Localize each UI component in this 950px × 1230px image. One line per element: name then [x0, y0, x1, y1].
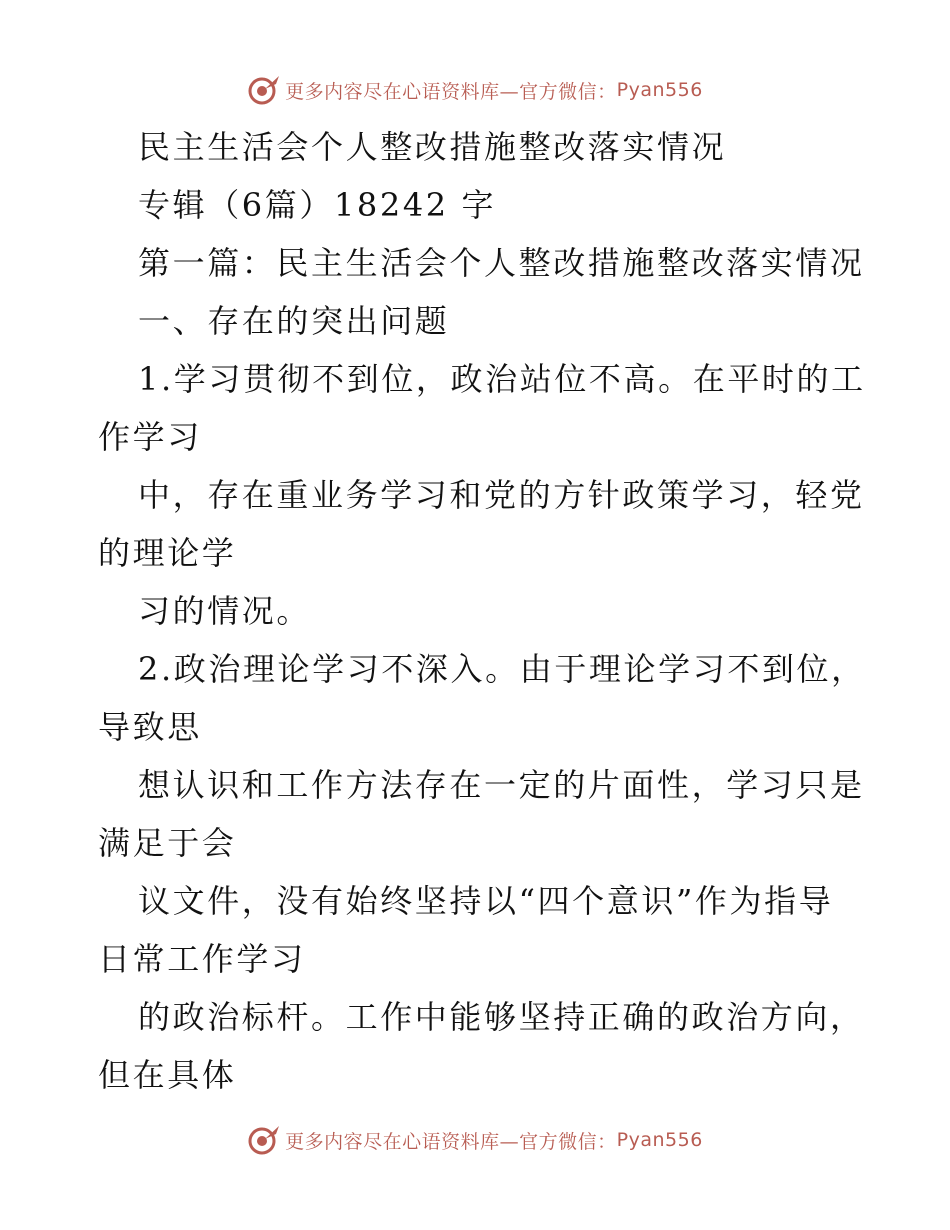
footer-watermark — [0, 1120, 950, 1160]
document-subtitle: 专辑（6篇）18242 字 — [138, 186, 497, 224]
watermark-wechat-id: Pyan556 — [616, 1129, 703, 1151]
watermark-wechat-id: Pyan556 — [616, 79, 703, 101]
watermark-text: 更多内容尽在心语资料库—官方微信： — [285, 80, 617, 103]
paragraph-line: 作学习 — [98, 418, 202, 456]
paragraph-line: 习的情况。 — [138, 592, 312, 630]
paragraph-line: 日常工作学习 — [98, 940, 306, 978]
paragraph-line: 但在具体 — [98, 1056, 237, 1094]
paragraph-line: 议文件，没有始终坚持以“四个意识”作为指导 — [138, 882, 834, 920]
header-watermark — [0, 70, 950, 110]
red-quill-circle-icon — [247, 1123, 281, 1157]
watermark-text: 更多内容尽在心语资料库—官方微信： — [285, 1130, 617, 1153]
paragraph-line: 1.学习贯彻不到位，政治站位不高。在平时的工 — [138, 360, 866, 398]
document-title: 民主生活会个人整改措施整改落实情况 — [138, 128, 727, 166]
chapter-heading: 第一篇：民主生活会个人整改措施整改落实情况 — [138, 244, 865, 282]
document-body — [98, 118, 866, 1104]
paragraph-line: 中，存在重业务学习和党的方针政策学习，轻党 — [138, 476, 865, 514]
paragraph-line: 想认识和工作方法存在一定的片面性，学习只是 — [138, 766, 865, 804]
section-heading: 一、存在的突出问题 — [138, 302, 450, 340]
paragraph-line: 满足于会 — [98, 824, 237, 862]
paragraph-line: 的理论学 — [98, 534, 237, 572]
paragraph-line: 的政治标杆。工作中能够坚持正确的政治方向， — [138, 998, 865, 1036]
red-quill-circle-icon — [247, 73, 281, 107]
paragraph-line: 2.政治理论学习不深入。由于理论学习不到位， — [138, 650, 866, 688]
paragraph-line: 导致思 — [98, 708, 202, 746]
